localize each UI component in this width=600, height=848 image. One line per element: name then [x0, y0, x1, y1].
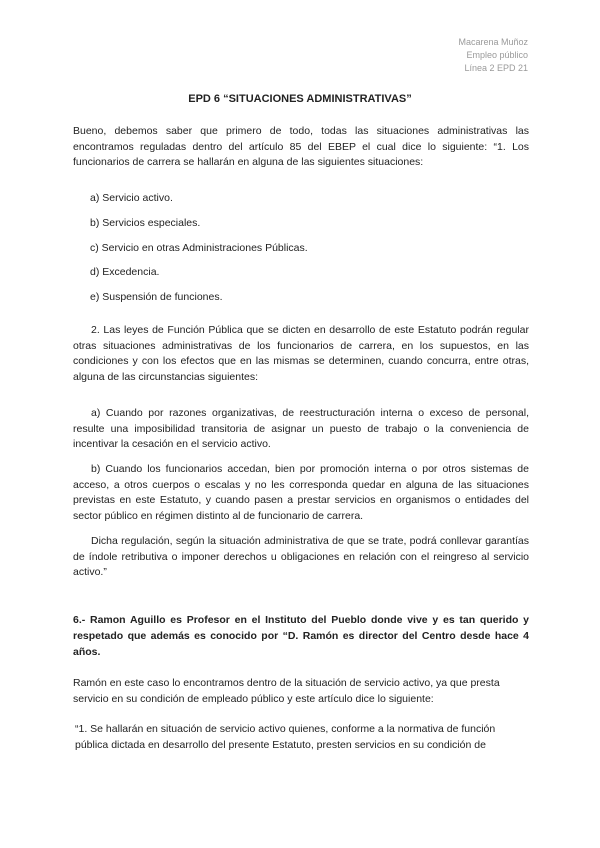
- situation-item-b: b) Servicios especiales.: [90, 217, 201, 229]
- situation-item-a: a) Servicio activo.: [90, 192, 173, 204]
- paragraph-2: 2. Las leyes de Función Pública que se dicten en desarrollo de este Estatuto podrán regular otras situaciones administrativas de los funcionarios de carrera, en los supuestos, en las condiciones y con los efectos que en las mismas se determinen, cuando concurra, entre otras, alguna de las circunstancias siguientes:: [73, 324, 529, 383]
- article-quote: “1. Se hallarán en situación de servicio activo quienes, conforme a la normativa de función pública dictada en desarrollo del presente Estatuto, presten servicios en su condición de: [75, 723, 496, 751]
- header-author: Macarena Muñoz: [458, 37, 528, 47]
- intro-paragraph: Bueno, debemos saber que primero de todo, todas las situaciones administrativas las encontramos reguladas dentro del artículo 85 del EBEP el cual dice lo siguiente: “1. Los funcionarios de carrera se hallarán en alguna de las siguientes situaciones:: [73, 125, 529, 168]
- circumstance-b: b) Cuando los funcionarios accedan, bien por promoción interna o por otros sistemas de acceso, a otros cuerpos o escalas y no les corresponda quedar en alguna de las situaciones previstas en este Estatuto, y cuando pasen a prestar servicios en organismos o entidades del sector público en régimen distinto al de funcionario de carrera.: [73, 463, 529, 522]
- situation-item-d: d) Excedencia.: [90, 266, 160, 278]
- document-title: EPD 6 “SITUACIONES ADMINISTRATIVAS”: [188, 93, 412, 105]
- page-header: [458, 36, 528, 75]
- situation-item-e: e) Suspensión de funciones.: [90, 291, 223, 303]
- situation-item-c: c) Servicio en otras Administraciones Públicas.: [90, 242, 308, 254]
- header-line: Línea 2 EPD 21: [464, 63, 528, 73]
- answer-paragraph: Ramón en este caso lo encontramos dentro de la situación de servicio activo, ya que presta servicio en su condición de empleado público y este artículo dice lo siguiente:: [73, 677, 500, 705]
- circumstance-a: a) Cuando por razones organizativas, de reestructuración interna o exceso de personal, resulte una imposibilidad transitoria de asignar un puesto de trabajo o la conveniencia de incentivar la cesación en el servicio activo.: [73, 407, 529, 450]
- regulation-paragraph: Dicha regulación, según la situación administrativa de que se trate, podrá conllevar garantías de índole retributiva o imponer derechos u obligaciones en relación con el reingreso al servicio activo.”: [73, 535, 529, 578]
- header-subject: Empleo público: [466, 50, 528, 60]
- question-6: 6.- Ramon Aguillo es Profesor en el Instituto del Pueblo donde vive y es tan querido y respetado que además es conocido por “D. Ramón es director del Centro desde hace 4 años.: [73, 614, 529, 658]
